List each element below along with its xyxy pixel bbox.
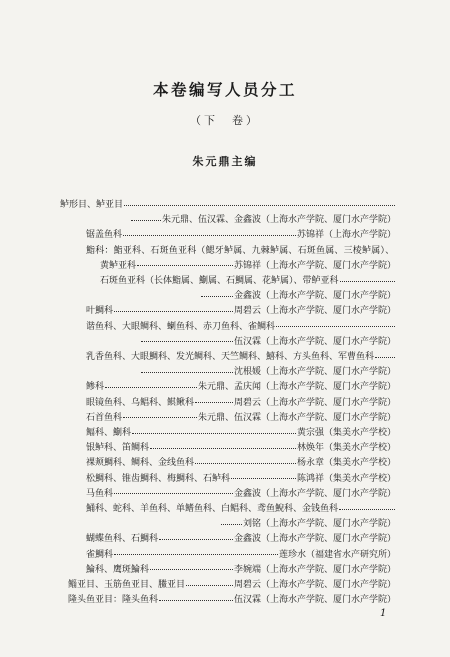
dot-leader [150, 569, 233, 570]
entry-text: 谐鱼科、大眼鲷科、蝲鱼科、赤刀鱼科、雀鲷科 [86, 321, 276, 332]
dot-leader [114, 311, 233, 312]
dot-leader [137, 265, 233, 266]
entry-text: 蝴蝶鱼科、石鯛科 [86, 534, 159, 545]
entry-row [86, 426, 396, 440]
entry-author: 伍汉霖（上海水产学院、厦门水产学院） [233, 595, 396, 606]
entry-row [60, 198, 396, 212]
entry-row [100, 274, 396, 288]
entry-row [86, 396, 396, 410]
entry-text: 鯩科、鹰斑鯩科 [86, 564, 150, 575]
dot-leader [201, 296, 233, 297]
entry-row [68, 593, 396, 607]
dot-leader [195, 402, 233, 403]
page-number: 1 [380, 608, 387, 619]
entry-author: 杨永章（集美水产学校） [296, 458, 396, 469]
entry-row [86, 456, 396, 470]
dot-leader [114, 493, 233, 494]
entry-author: 苏锦祥（上海水产学院） [296, 230, 396, 241]
entry-text: 马鱼科 [86, 488, 114, 499]
dot-leader [150, 448, 296, 449]
entry-row [140, 365, 396, 379]
entry-row [86, 472, 396, 486]
entry-text: 隆头鱼亚目：隆头鱼科 [68, 595, 159, 606]
entry-author: 周碧云（上海水产学院、厦门水产学院） [233, 306, 396, 317]
entry-text: 松鯛科、锥齿鯛科、梅鯛科、石鲈科 [86, 473, 231, 484]
entry-text: 银鲈科、笛鲷科 [86, 443, 150, 454]
entry-author: 金鑫波（上海水产学院、厦门水产学院） [233, 488, 396, 499]
dot-leader [340, 281, 395, 282]
entry-row [140, 335, 396, 349]
entry-text: 叶鯛科 [86, 306, 114, 317]
dot-leader [195, 463, 296, 464]
dot-leader [186, 585, 233, 586]
entry-row [86, 487, 396, 501]
entry-row [86, 502, 396, 516]
entry-text: 鲈形目、鲈亚目 [60, 200, 124, 210]
dot-leader [114, 554, 278, 555]
entry-author: 周碧云（上海水产学院、厦门水产学院） [233, 580, 396, 590]
entry-row [86, 411, 396, 425]
entry-author: 周碧云（上海水产学院、厦门水产学院） [233, 397, 396, 408]
dot-leader [276, 326, 395, 327]
entry-text: 乳香鱼科、大眼鯛科、发光鲷科、天竺鲷科、鱚科、方头鱼科、军曹鱼科 [86, 352, 375, 362]
dot-leader [221, 524, 242, 525]
entry-row [86, 380, 396, 394]
dot-leader [124, 205, 395, 206]
entry-row [86, 532, 396, 546]
entry-author: 苏锦祥（上海水产学院、厦门水产学院） [233, 260, 396, 271]
entry-row [86, 563, 396, 577]
entry-text: 锯盖鱼科 [86, 230, 123, 241]
entry-author: 金鑫波（上海水产学院、厦门水产学院） [233, 534, 396, 545]
dot-leader [141, 341, 233, 342]
entry-author: 莲珍水（福建省水产研究所） [278, 549, 396, 560]
entry-author: 沈根媛（上海水产学院、厦门水产学院） [233, 367, 396, 378]
entry-author: 朱元鼎、孟庆闻（上海水产学院、厦门水产学院） [197, 382, 396, 393]
entry-author: 伍汉霖（上海水产学院、厦门水产学院） [233, 336, 396, 347]
dot-leader [159, 600, 233, 601]
dot-leader [123, 235, 296, 236]
entry-text: 石斑鱼亚科（长体鮨属、鯯属、石鯛属、花鲈属）、带鲈亚科 [100, 276, 339, 286]
entry-author: 陈鸿祥（集美水产学校） [296, 473, 396, 484]
entry-author: 李婉端（上海水产学院、厦门水产学院） [233, 564, 396, 575]
entry-row [200, 289, 396, 303]
entry-row [130, 213, 396, 227]
dot-leader [159, 539, 233, 540]
entry-text: 石首鱼科 [86, 412, 123, 423]
entry-row [86, 350, 396, 364]
entry-text: 鯒科、蛇科、羊鱼科、单鳍鱼科、白鲳科、鸢鱼鯢科、金钱鱼科 [86, 504, 339, 514]
volume-subtitle: （下 卷） [190, 114, 260, 127]
dot-leader [131, 220, 161, 221]
entry-text: 黄鲈亚科 [100, 260, 137, 271]
entry-row [100, 259, 396, 273]
entry-row [86, 244, 396, 258]
entry-text: 鮨科：鮨亚科、石斑鱼亚科（鳃牙鲈属、九棘鲈属、石斑鱼属、三棱鲈属）、 [86, 245, 395, 256]
dot-leader [123, 417, 197, 418]
entry-author: 朱元鼎、伍汉霖（上海水产学院、厦门水产学院） [197, 412, 396, 423]
page-title: 本卷编写人员分工 [152, 80, 297, 99]
dot-leader [141, 372, 233, 373]
entry-author: 金鑫波（上海水产学院、厦门水产学院） [233, 291, 396, 302]
entry-row [86, 441, 396, 455]
dot-leader [375, 357, 395, 358]
entry-text: 鲻亚目、玉筋鱼亚目、鰧亚目 [68, 580, 186, 590]
entry-row [86, 228, 396, 242]
dot-leader [339, 509, 395, 510]
entry-row [220, 517, 396, 531]
entry-author: 黄宗强（集美水产学校） [296, 428, 396, 438]
entry-row [68, 578, 396, 592]
entry-author: 林焕年（集美水产学校） [296, 443, 396, 454]
entry-row [86, 548, 396, 562]
dot-leader [231, 478, 296, 479]
chief-editor: 朱元鼎主编 [192, 155, 258, 168]
entry-row [86, 320, 396, 334]
dot-leader [132, 433, 296, 434]
entry-author: 朱元鼎、伍汉霖、金鑫波（上海水产学院、厦门水产学院） [161, 215, 396, 226]
entry-row [86, 304, 396, 318]
entry-text: 鲹科 [86, 382, 105, 393]
entry-text: 雀鯛科 [86, 549, 114, 560]
entry-text: 眼镜鱼科、乌鲳科、鲯鳅科 [86, 397, 195, 408]
entry-text: 裸颊鯛科、鲷科、金线鱼科 [86, 458, 195, 469]
entry-author: 刘铭（上海水产学院、厦门水产学院） [242, 519, 396, 530]
dot-leader [105, 387, 197, 388]
entry-text: 鲾科、鯯科 [86, 428, 132, 438]
